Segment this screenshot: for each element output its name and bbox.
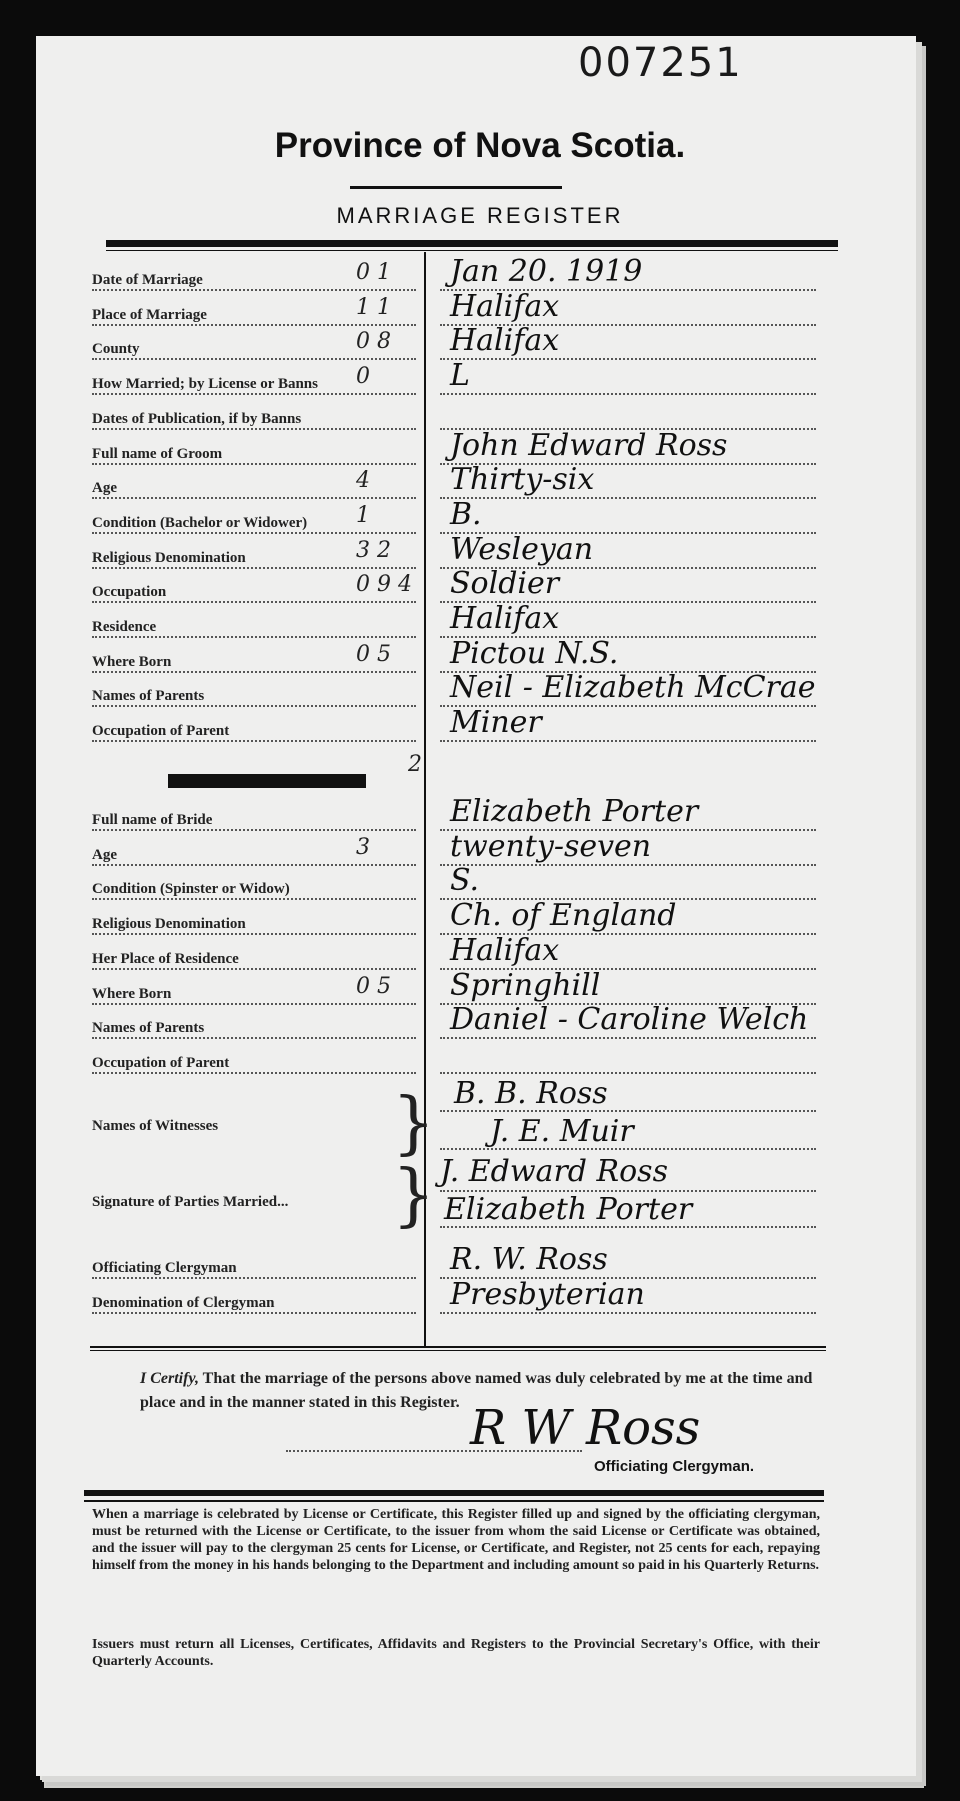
label-leader-dots: [92, 497, 416, 499]
field-label: Full name of Groom: [92, 445, 223, 462]
header-rule: [106, 240, 838, 247]
certify-body: That the marriage of the persons above named was duly celebrated by me at the time and place and in the manner stated in this Register.: [140, 1370, 813, 1411]
value-line: [440, 1037, 816, 1039]
label-leader-dots: [92, 829, 416, 831]
signatures-brace: }: [392, 1156, 436, 1235]
field-label: Religious Denomination: [92, 549, 246, 566]
serial-number: 007251: [578, 40, 743, 86]
field-value: Halifax: [450, 323, 560, 359]
field-label: How Married; by License or Banns: [92, 376, 318, 393]
witness-1: B. B. Ross: [454, 1076, 608, 1111]
field-value: Pictou N.S.: [450, 635, 619, 671]
field-value: R. W. Ross: [450, 1242, 608, 1277]
field-label: Age: [92, 846, 117, 863]
clergy-signature: R W Ross: [470, 1400, 701, 1456]
field-value: L: [450, 358, 470, 394]
field-label: Where Born: [92, 985, 172, 1002]
field-code: 3 2: [356, 537, 391, 563]
groom-signature: J. Edward Ross: [440, 1154, 668, 1189]
label-leader-dots: [92, 898, 416, 900]
field-code: 1: [356, 502, 370, 528]
field-code: 0 1: [356, 260, 391, 285]
field-label: Occupation of Parent: [92, 723, 230, 740]
label-leader-dots: [92, 864, 416, 866]
certify-rule-thin: [90, 1350, 826, 1351]
bride-signature-line: [440, 1226, 816, 1228]
field-label: Residence: [92, 619, 157, 635]
field-value: twenty-seven: [450, 828, 652, 864]
label-leader-dots: [92, 358, 416, 360]
register-title: MARRIAGE REGISTER: [336, 203, 624, 228]
label-leader-dots: [92, 671, 416, 673]
value-line: [440, 864, 816, 866]
signatures-label: Signature of Parties Married...: [92, 1194, 289, 1210]
field-code: 0 5: [356, 973, 391, 999]
witness-2: J. E. Muir: [490, 1114, 634, 1149]
bride-signature: Elizabeth Porter: [444, 1192, 693, 1227]
witnesses-label: Names of Witnesses: [92, 1118, 219, 1134]
label-leader-dots: [92, 1037, 416, 1039]
field-value: Jan 20. 1919: [450, 254, 643, 289]
label-leader-dots: [92, 740, 416, 742]
field-label: Occupation of Parent: [92, 1054, 230, 1071]
field-code: 3: [356, 834, 370, 860]
value-line: [440, 358, 816, 360]
label-leader-dots: [92, 532, 416, 534]
field-value: John Edward Ross: [450, 427, 728, 463]
field-value: Elizabeth Porter: [450, 794, 699, 829]
field-label: Age: [92, 480, 117, 497]
field-code: 0 8: [356, 329, 391, 355]
title-underline: [350, 186, 562, 189]
issuers-note: Issuers must return all Licenses, Certificates, Affidavits and Registers to the Provincial Secretary's Office, with their Quarterly Accounts.: [92, 1637, 820, 1669]
footer-rule-thin: [84, 1500, 824, 1502]
field-value: Springhill: [450, 967, 601, 1003]
witnesses-brace: }: [392, 1084, 436, 1163]
certify-heading: I Certify,: [140, 1370, 199, 1387]
field-label: Condition (Spinster or Widow): [92, 881, 290, 898]
label-leader-dots: [92, 324, 416, 326]
field-code: 0 9 4: [356, 572, 412, 598]
field-label: Officiating Clergyman: [92, 1260, 237, 1276]
value-line: [440, 740, 816, 742]
field-value: Miner: [450, 705, 542, 741]
label-leader-dots: [92, 1003, 416, 1005]
bride-section-code: 2: [408, 752, 422, 777]
label-leader-dots: [92, 601, 416, 603]
field-label: Place of Marriage: [92, 306, 207, 323]
field-code: 1 1: [356, 294, 391, 320]
field-label: Where Born: [92, 653, 172, 670]
label-leader-dots: [92, 636, 416, 638]
field-label: Names of Parents: [92, 1020, 205, 1037]
label-leader-dots: [92, 1277, 416, 1279]
field-value: S.: [450, 863, 480, 899]
field-value: B.: [450, 496, 482, 532]
field-value: Halifax: [450, 601, 560, 636]
witness-2-line: [440, 1148, 816, 1150]
value-line: [440, 1072, 816, 1074]
field-label: Condition (Bachelor or Widower): [92, 514, 308, 531]
field-value: Halifax: [450, 932, 560, 968]
label-leader-dots: [92, 463, 416, 465]
footer-rule: [84, 1490, 824, 1496]
label-leader-dots: [92, 1072, 416, 1074]
value-line: [440, 497, 816, 499]
field-label: Occupation: [92, 584, 167, 601]
value-line: [440, 1312, 816, 1314]
field-label: County: [92, 341, 140, 358]
field-value: Halifax: [450, 288, 560, 324]
field-code: 4: [356, 468, 370, 494]
field-code: 0 5: [356, 641, 391, 667]
certify-rule: [90, 1346, 826, 1348]
field-value: Neil - Elizabeth McCrae: [450, 670, 816, 706]
field-value: Soldier: [450, 566, 560, 602]
label-leader-dots: [92, 705, 416, 707]
field-label: Date of Marriage: [92, 272, 203, 288]
province-title: Province of Nova Scotia.: [274, 126, 686, 165]
instructions-note: When a marriage is celebrated by License or Certificate, this Register filled up and signed by the officiating clergyman, must be returned with the License or Certificate, to the issuer from whom the said License or Certificate was obtained, and the issuer will pay to the clergyman 25 cents for License, or Certificate, and Register, not 25 cents for each, repaying himself from the money in his hands belonging to the Department and including amount so paid in his Quarterly Returns.: [92, 1507, 820, 1573]
field-value: Presbyterian: [450, 1276, 645, 1312]
field-label: Denomination of Clergyman: [92, 1294, 275, 1311]
bride-section-bar: [168, 774, 366, 788]
header-rule-thin: [106, 250, 838, 251]
label-leader-dots: [92, 933, 416, 935]
label-leader-dots: [92, 289, 416, 291]
label-leader-dots: [92, 968, 416, 970]
label-leader-dots: [92, 428, 416, 430]
officiating-clergyman-caption: Officiating Clergyman.: [594, 1458, 755, 1475]
field-label: Dates of Publication, if by Banns: [92, 410, 302, 427]
field-label: Names of Parents: [92, 688, 205, 705]
label-leader-dots: [92, 567, 416, 569]
field-code: 0: [356, 364, 370, 390]
witness-1-line: [440, 1110, 816, 1112]
field-label: Her Place of Residence: [92, 950, 239, 967]
label-leader-dots: [92, 393, 416, 395]
field-label: Religious Denomination: [92, 916, 246, 933]
field-value: Wesleyan: [450, 531, 594, 567]
field-value: Daniel - Caroline Welch: [450, 1002, 809, 1038]
field-value: Thirty-six: [450, 462, 595, 498]
field-value: Ch. of England: [450, 898, 677, 934]
field-label: Full name of Bride: [92, 812, 213, 828]
value-line: [440, 393, 816, 395]
label-leader-dots: [92, 1312, 416, 1314]
